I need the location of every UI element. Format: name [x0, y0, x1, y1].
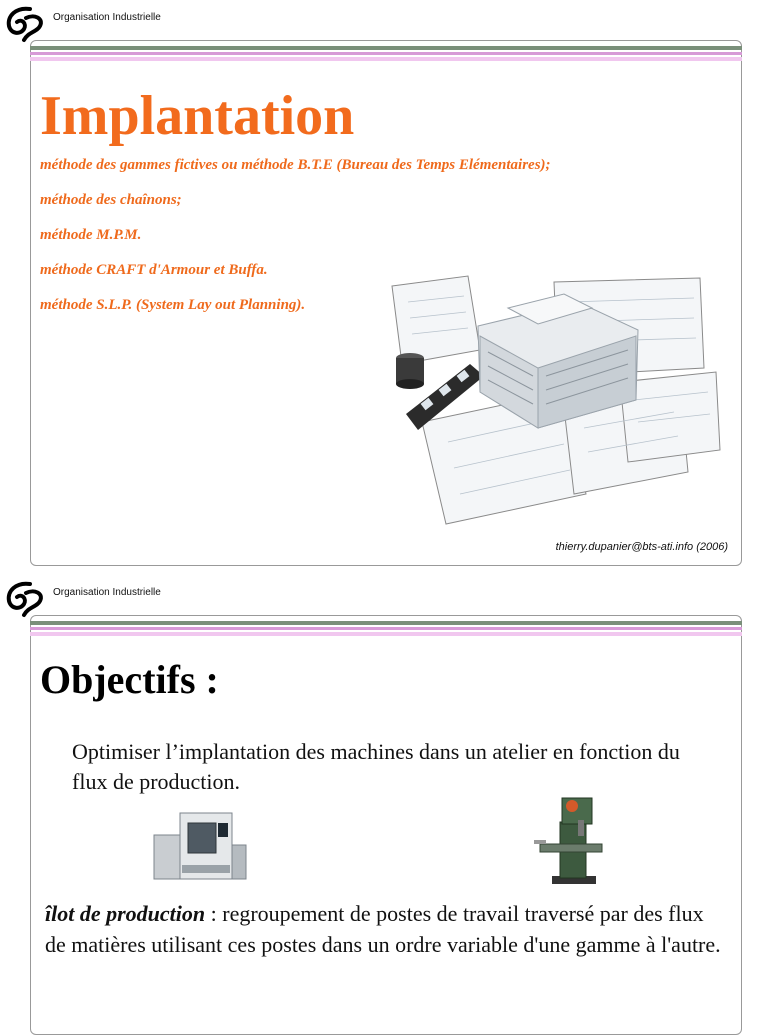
method-item: méthode des gammes fictives ou méthode B.T.E (Bureau des Temps Elémentaires);: [40, 157, 551, 173]
header-band: [30, 40, 742, 62]
method-item: méthode S.L.P. (System Lay out Planning).: [40, 297, 306, 313]
author-credit: thierry.dupanier@bts-ati.info (2006): [555, 541, 728, 553]
milling-machine-image: [532, 792, 610, 886]
header-band: [30, 615, 742, 637]
method-item: méthode CRAFT d'Armour et Buffa.: [40, 262, 268, 278]
method-item: méthode des chaînons;: [40, 192, 182, 208]
ilot-definition-text: : regroupement de postes de travail traversé par des flux de matières utilisant ces postes dans un ordre variable d'une gamme à l'autre.: [45, 901, 721, 957]
cnc-machining-center-image: [152, 805, 248, 883]
factory-blueprint-illustration: [388, 272, 724, 534]
objective-text: Optimiser l’implantation des machines dans un atelier en fonction du flux de production.: [72, 739, 680, 794]
organisation-title: Organisation Industrielle: [53, 587, 161, 598]
organisation-title: Organisation Industrielle: [53, 12, 161, 23]
ilot-definition: [45, 898, 725, 960]
slide-title: Implantation: [40, 85, 355, 147]
swirl-logo-icon: [4, 579, 48, 619]
ilot-term: îlot de production: [45, 901, 206, 926]
slide-title: Objectifs :: [40, 657, 219, 702]
method-item: méthode M.P.M.: [40, 227, 142, 243]
swirl-logo-icon: [4, 4, 48, 44]
